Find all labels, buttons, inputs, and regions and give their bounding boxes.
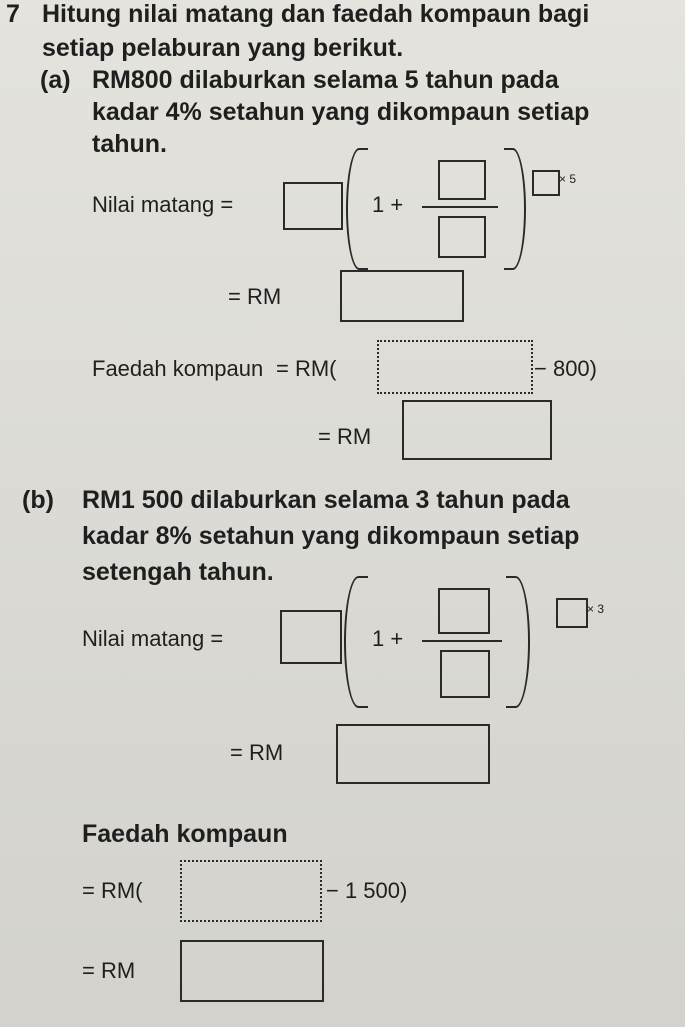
question-line-2: setiap pelaburan yang berikut. [42, 34, 404, 62]
part-a-eq-rm: = RM [228, 284, 282, 309]
part-a-fraction-line [422, 206, 498, 208]
part-b-one-plus: 1 + [372, 626, 404, 651]
part-b-label: (b) [22, 486, 54, 514]
part-b-minus-1500: − 1 500) [326, 878, 408, 903]
part-a-faedah-label: Faedah kompaun [92, 356, 264, 381]
part-a-one-plus: 1 + [372, 192, 404, 217]
part-a-exponent-times: × 5 [559, 172, 577, 186]
part-a-principal-answer-box[interactable] [283, 182, 343, 230]
part-b-matang-value-box[interactable] [180, 860, 322, 922]
part-b-fraction-line [422, 640, 502, 642]
part-a-minus-800: − 800) [534, 356, 597, 381]
part-b-line-3: setengah tahun. [82, 558, 274, 586]
part-a-eq-rm-open: = RM( [276, 356, 337, 381]
part-a-line-2: kadar 4% setahun yang dikompaun setiap [92, 98, 590, 126]
part-a-line-1: RM800 dilaburkan selama 5 tahun pada [92, 66, 559, 94]
part-b-right-paren [506, 576, 530, 708]
part-a-rate-denominator-box[interactable] [438, 216, 486, 258]
part-b-eq-rm-open: = RM( [82, 878, 143, 903]
part-a-line-3: tahun. [92, 130, 167, 158]
part-b-faedah-label: Faedah kompaun [82, 820, 288, 848]
part-a-nilai-matang-label: Nilai matang = [92, 192, 234, 217]
part-b-nilai-matang-answer-box[interactable] [336, 724, 490, 784]
part-b-exponent-box[interactable] [556, 598, 588, 628]
part-a-faedah-answer-box[interactable] [402, 400, 552, 460]
part-a-left-paren [346, 148, 368, 270]
part-b-faedah-answer-box[interactable] [180, 940, 324, 1002]
part-b-rate-denominator-box[interactable] [440, 650, 490, 698]
part-a-nilai-matang-answer-box[interactable] [340, 270, 464, 322]
part-b-line-1: RM1 500 dilaburkan selama 3 tahun pada [82, 486, 570, 514]
part-b-principal-answer-box[interactable] [280, 610, 342, 664]
part-a-exponent-box[interactable] [532, 170, 560, 196]
part-b-eq-rm-2: = RM [82, 958, 136, 983]
part-b-nilai-matang-label: Nilai matang = [82, 626, 224, 651]
part-a-label: (a) [40, 66, 71, 94]
part-b-left-paren [344, 576, 368, 708]
part-b-line-2: kadar 8% setahun yang dikompaun setiap [82, 522, 580, 550]
part-a-matang-value-box[interactable] [377, 340, 533, 394]
part-a-right-paren [504, 148, 526, 270]
part-b-eq-rm: = RM [230, 740, 284, 765]
part-a-eq-rm-2: = RM [318, 424, 372, 449]
question-line-1: Hitung nilai matang dan faedah kompaun bagi [42, 0, 590, 28]
part-a-rate-numerator-box[interactable] [438, 160, 486, 200]
part-b-exponent-times: × 3 [587, 602, 605, 616]
question-number: 7 [6, 0, 20, 28]
part-b-rate-numerator-box[interactable] [438, 588, 490, 634]
